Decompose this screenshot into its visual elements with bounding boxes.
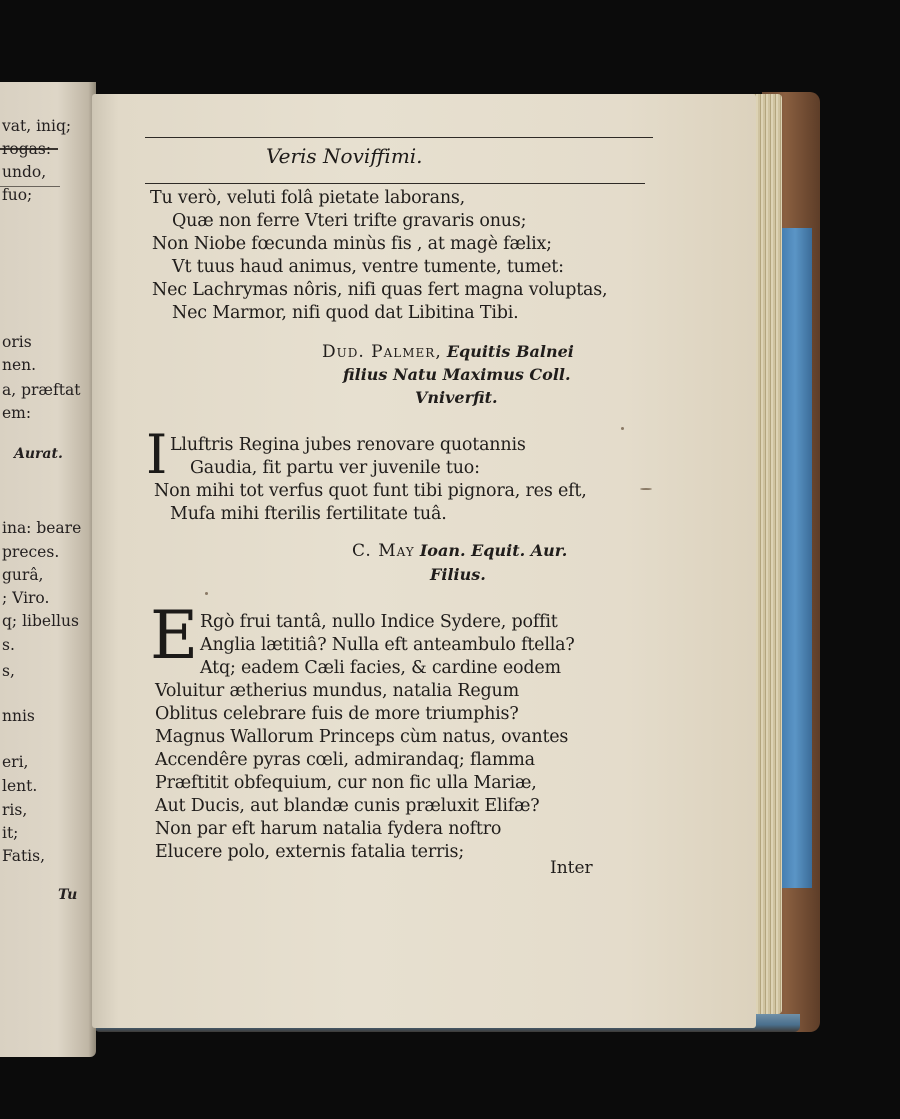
signature-2-line-1	[352, 541, 567, 561]
left-page-line: ; Viro.	[2, 589, 50, 607]
left-page-line: eri,	[2, 753, 29, 771]
ink-speck	[205, 592, 208, 595]
left-page-line: ris,	[2, 801, 28, 819]
blue-page-edge	[778, 228, 812, 888]
left-page	[0, 82, 96, 1057]
verse-line: Anglia lætitiâ? Nulla eft anteambulo ftella?	[200, 635, 575, 655]
signature-2-title: Ioan. Equit. Aur.	[419, 541, 568, 560]
verse-line: Nec Lachrymas nôris, nifi quas fert magna voluptas,	[152, 280, 608, 300]
left-page-line: em:	[2, 404, 32, 422]
signature-1-title: Equitis Balnei	[446, 342, 574, 361]
verse-line: Lluftris Regina jubes renovare quotannis	[170, 435, 526, 455]
verse-line: Aut Ducis, aut blandæ cunis præluxit Elifæ?	[155, 796, 540, 816]
signature-1-name: Dud. Palmer,	[322, 342, 442, 362]
verse-line: Tu verò, veluti folâ pietate laborans,	[150, 188, 466, 208]
verse-line: Mufa mihi fterilis fertilitate tuâ.	[170, 504, 447, 524]
left-page-line: vat, iniq;	[2, 117, 72, 135]
drop-cap-i: I	[146, 423, 168, 486]
verse-line: Gaudia, fit partu ver juvenile tuo:	[190, 458, 480, 478]
catchword: Inter	[550, 858, 593, 878]
left-page-line: nnis	[2, 707, 35, 725]
verse-line: Non mihi tot verfus quot funt tibi pignora, res eft,	[154, 481, 587, 501]
signature-2-line-2: Filius.	[430, 565, 486, 584]
left-page-line: gurâ,	[2, 566, 44, 584]
header-rule-top	[145, 137, 653, 138]
verse-line: Nec Marmor, nifi quod dat Libitina Tibi.	[172, 303, 519, 323]
verse-line: Voluitur ætherius mundus, natalia Regum	[155, 681, 520, 701]
drop-cap-e: E	[150, 597, 199, 674]
verse-line: Atq; eadem Cæli facies, & cardine eodem	[200, 658, 561, 678]
ink-speck	[621, 427, 624, 430]
verse-line: Rgò frui tantâ, nullo Indice Sydere, poffit	[200, 612, 558, 632]
signature-1-line-3: Vniverfit.	[415, 388, 498, 407]
left-page-line: Tu	[58, 887, 78, 903]
left-page-line: s.	[2, 636, 15, 654]
signature-2-name: C. May	[352, 541, 415, 561]
left-page-line: nen.	[2, 356, 37, 374]
signature-1-line-2: filius Natu Maximus Coll.	[343, 365, 571, 384]
left-page-line: rogas:	[2, 140, 52, 158]
header-rule-bottom	[145, 183, 645, 184]
left-page-line: ina: beare	[2, 519, 82, 537]
verse-line: Accendêre pyras cœli, admirandaq; flamma	[155, 750, 535, 770]
left-page-line: Aurat.	[14, 446, 63, 462]
left-page-line: oris	[2, 333, 32, 351]
verse-line: Elucere polo, externis fatalia terris;	[155, 842, 465, 862]
left-page-line: a, præftat	[2, 381, 81, 399]
verse-line: Magnus Wallorum Princeps cùm natus, ovantes	[155, 727, 569, 747]
left-page-line: lent.	[2, 777, 38, 795]
left-page-line: fuo;	[2, 186, 33, 204]
verse-line: Non par eft harum natalia fydera noftro	[155, 819, 502, 839]
verse-line: Oblitus celebrare fuis de more triumphis?	[155, 704, 519, 724]
left-page-line: Fatis,	[2, 847, 46, 865]
signature-1-line-1	[322, 342, 574, 362]
running-head: Veris Noviffimi.	[266, 144, 423, 168]
left-page-line: it;	[2, 824, 19, 842]
verse-line: Præftitit obfequium, cur non fic ulla Mariæ,	[155, 773, 537, 793]
left-page-line: preces.	[2, 543, 60, 561]
left-page-line: q; libellus	[2, 612, 79, 630]
verse-line: Vt tuus haud animus, ventre tumente, tumet:	[172, 257, 564, 277]
verse-line: Non Niobe fœcunda minùs fis , at magè fælix;	[152, 234, 552, 254]
left-page-line: undo,	[2, 163, 47, 181]
ink-mark	[640, 488, 652, 490]
verse-line: Quæ non ferre Vteri trifte gravaris onus;	[172, 211, 527, 231]
left-page-line: s,	[2, 662, 15, 680]
